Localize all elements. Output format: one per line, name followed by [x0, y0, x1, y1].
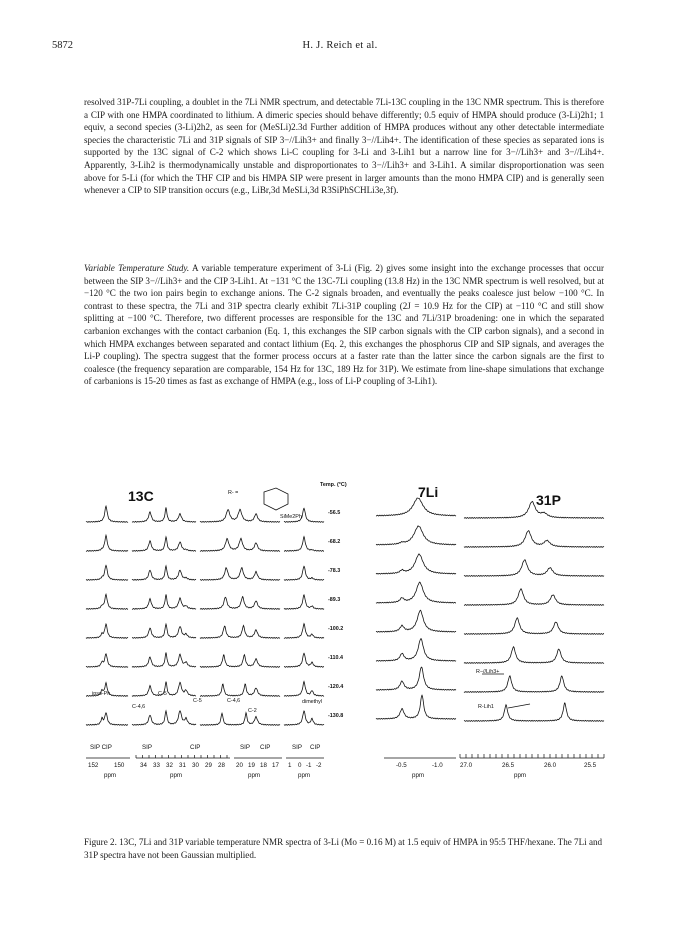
dithiane-ring: [264, 488, 288, 510]
axis-unit: ppm: [170, 772, 183, 779]
c13-c2-trace: [200, 684, 280, 696]
figure-caption: Figure 2. 13C, 7Li and 31P variable temperature NMR spectra of 3-Li (Mo = 0.16 M) at 1.5 equiv of HMPA in 95:5 THF/hexane. The 7Li and 31P spectra have not been Gaussian multiplied.: [84, 837, 603, 860]
axis-tick: -1.0: [432, 762, 443, 769]
c13-dimethyl-trace: [284, 624, 324, 639]
peak-label-c46: C-4,6: [132, 704, 146, 710]
nmr-figure: [84, 468, 608, 788]
c13-ring-trace: [132, 566, 196, 580]
c13-c2-trace: [200, 626, 280, 639]
axis-tick: 31: [179, 762, 186, 769]
li7-trace: [376, 610, 456, 632]
li7-trace: [376, 582, 456, 603]
c13-ring-trace: [132, 507, 196, 522]
axis-tick: 30: [192, 762, 199, 769]
axis-unit: ppm: [412, 772, 425, 779]
axis-tick: 19: [248, 762, 255, 769]
axis-tick: 34: [140, 762, 147, 769]
c13-c2-trace: [200, 655, 280, 668]
c13-ring-trace: [132, 537, 196, 551]
c13-ipso-trace: [86, 506, 128, 522]
c13-dimethyl-trace: [284, 653, 324, 667]
p31-trace: [464, 531, 604, 548]
c13-ipso-trace: [86, 624, 128, 638]
panel-label-p31: 31P: [536, 492, 561, 508]
peak-label-r-lih1: R-Lih1: [478, 704, 494, 710]
p31-trace: [464, 589, 604, 606]
p31-trace: [464, 618, 604, 635]
paragraph-2-lead: Variable Temperature Study.: [84, 263, 190, 273]
axis-tick: 18: [260, 762, 267, 769]
structure-r-label: R- =: [228, 490, 239, 496]
peak-label-c46b: C-4,6: [227, 698, 241, 704]
li7-trace: [376, 667, 456, 690]
temperature-header: Temp. (°C): [320, 482, 347, 488]
temp-label: -68.2: [328, 539, 341, 545]
axis-tick: 26.0: [544, 762, 557, 769]
temp-label: -100.2: [328, 626, 344, 632]
c13-ipso-trace: [86, 713, 128, 726]
c13-ipso-trace: [86, 654, 128, 668]
axis-tick: -1: [306, 762, 312, 769]
axis-tick: 150: [114, 762, 125, 769]
c13-ipso-trace: [86, 594, 128, 609]
axis-tick: 29: [205, 762, 212, 769]
axis-unit: ppm: [298, 772, 311, 779]
c13-ring-trace: [132, 653, 196, 668]
axis-tick: 1: [288, 762, 292, 769]
li7-trace: [376, 695, 456, 719]
paragraph-1: resolved 31P-7Li coupling, a doublet in the 7Li NMR spectrum, and detectable 7Li-13C coupling in the 13C NMR spectrum. This is therefore a CIP with one HMPA coordinated to lithium. A dimeric species should behave differently; 0.5 equiv of HMPA should produce (3-Li)2h1; 1 equiv, a second species (3-Li)2h2, as seen for (MeSLi)2.3d Further addition of HMPA produces without any other detectable intermediate species the characteristic 7Li and 31P signals of SIP 3−//Lih3+ and finally 3−//Lih4+. The identification of these species as separated ions is supported by the 13C signal of C-2 which shows Li-C coupling for 3-Li and 3-Lih1 but a narrow line for 3−//Lih3+ and 3−//Lih4+. Apparently, 3-Lih2 is thermodynamically unstable and disproportionates to 3−//Lih3+ and 3-Lih1. A similar disproportionation was seen above for 5-Li (for which the THF CIP and bis HMPA SIP were present in larger amounts than the mono HMPA CIP) and is generally seen whenever a CIP to SIP transition occurs (e.g., LiBr,3d MeSLi,3d R3SiPhSCHLi3e,3f).: [84, 97, 604, 196]
axis-unit: ppm: [514, 772, 527, 779]
axis-tick: -2: [316, 762, 322, 769]
temp-label: -89.3: [328, 597, 341, 603]
sip-cip-label: CIP: [310, 744, 321, 751]
temp-label: -78.3: [328, 568, 341, 574]
p31-trace: [464, 647, 604, 664]
sip-cip-label: SIP: [142, 744, 152, 751]
peak-label-c5b: C-5: [193, 698, 202, 704]
axis-unit: ppm: [248, 772, 261, 779]
sip-cip-label: SIP CIP: [90, 744, 112, 751]
c13-dimethyl-trace: [284, 537, 324, 552]
paragraph-2-text: A variable temperature experiment of 3-Li (Fig. 2) gives some insight into the exchange processes that occur between the SIP 3−//Lih3+ and the CIP 3-Lih1. At −131 °C the 13C-7Li coupling (13.8 Hz) in the 13C NMR spectrum is well resolved, but at −120 °C the two ion pairs begin to exchange anions. The C-2 signals broaden, and eventually the peaks coalesce just below −100 °C. In contrast to these spectra, the 7Li and 31P spectra clearly exhibit 7Li-31P coupling (2J = 10.9 Hz for the CIP) at −110 °C and still show splitting at −100 °C. Therefore, two different processes are responsible for the 13C and 7Li/31P broadening: one in which the separated carbanion exchanges with the contact carbanion (Eq. 1, this exchanges the SIP carbon signals with the CIP carbon signals), and a second in which HMPA exchanges between separated and contact lithium (Eq. 2, this exchanges the phosphorus CIP and SIP signals, and averages the Li-P coupling). The spectra suggest that the former process occurs at a faster rate than the latter since the carbon signals are the first to coalesce (the frequency separation are comparable, 154 Hz for 13C, 189 Hz for 31P). We estimate from line-shape simulations that exchange of carbanions is 15-20 times as fast as exchange of HMPA (e.g., loss of Li-P coupling of 3-Lih1).: [84, 263, 604, 387]
c13-ipso-trace: [86, 565, 128, 580]
arrow-r-lih1: [508, 704, 530, 708]
temp-label: -130.8: [328, 713, 344, 719]
c13-c2-trace: [200, 538, 280, 551]
c13-c2-trace: [200, 713, 280, 726]
c13-dimethyl-trace: [284, 682, 324, 697]
running-title: H. J. Reich et al.: [302, 40, 378, 51]
axis-tick: 25.5: [584, 762, 597, 769]
structure-substituent: SiMe2Ph: [280, 514, 302, 520]
sip-cip-label: CIP: [190, 744, 201, 751]
peak-label-r-lih3: R−//Lih3+: [476, 669, 500, 675]
axis-tick: 27.0: [460, 762, 473, 769]
c13-c2-trace: [200, 568, 280, 581]
axis-unit: ppm: [104, 772, 117, 779]
axis-tick: 32: [166, 762, 173, 769]
axis-tick: 17: [272, 762, 279, 769]
c13-ring-trace: [132, 624, 196, 638]
sip-cip-label: CIP: [260, 744, 271, 751]
temp-label: -120.4: [328, 684, 344, 690]
axis-tick: -0.5: [396, 762, 407, 769]
axis-tick: 20: [236, 762, 243, 769]
li7-trace: [376, 526, 456, 545]
peak-label-dimethyl: dimethyl: [302, 699, 323, 705]
c13-dimethyl-trace: [284, 595, 324, 609]
axis-tick: 26.5: [502, 762, 515, 769]
paragraph-2: [84, 262, 604, 388]
peak-label-ipso: ipso-Ph: [92, 691, 111, 697]
p31-trace: [464, 501, 604, 518]
panel-label-li7: 7Li: [418, 484, 439, 500]
li7-trace: [376, 554, 456, 574]
c13-c2-trace: [200, 597, 280, 610]
c13-ring-trace: [132, 711, 196, 725]
c13-ring-trace: [132, 594, 196, 609]
running-header: [0, 40, 680, 56]
axis-tick: 33: [153, 762, 160, 769]
panel-label-c13: 13C: [128, 488, 154, 504]
sip-cip-label: SIP: [240, 744, 250, 751]
c13-c2-trace: [200, 509, 280, 522]
page-number: 5872: [52, 40, 73, 51]
li7-trace: [376, 498, 456, 516]
p31-trace: [464, 560, 604, 577]
sip-cip-label: SIP: [292, 744, 302, 751]
temp-label: -56.5: [328, 510, 341, 516]
nmr-spectra-svg: [84, 468, 608, 788]
p31-trace: [464, 676, 604, 693]
li7-trace: [376, 639, 456, 662]
axis-tick: 28: [218, 762, 225, 769]
peak-label-c2: C-2: [248, 708, 257, 714]
axis-tick: 0: [298, 762, 302, 769]
peak-label-c5: C-5: [158, 691, 167, 697]
c13-dimethyl-trace: [284, 566, 324, 580]
temp-label: -110.4: [328, 655, 343, 661]
c13-dimethyl-trace: [284, 711, 324, 725]
c13-ipso-trace: [86, 535, 128, 551]
axis-tick: 152: [88, 762, 99, 769]
